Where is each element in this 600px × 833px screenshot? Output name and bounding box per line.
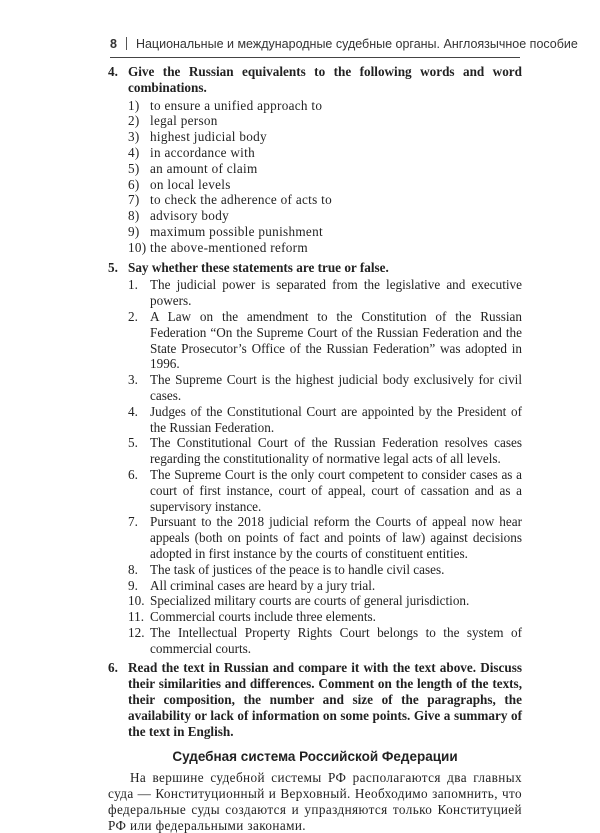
item-number: 8.	[128, 561, 138, 577]
task-instruction: Say whether these statements are true or false.	[128, 259, 389, 275]
item-text: All criminal cases are heard by a jury trial.	[150, 577, 376, 593]
item-text: The Supreme Court is the only court competent to consider cases as a court of first instance, court of appeal, court of cassation and as a supervisory instance.	[150, 466, 522, 514]
statement-item	[128, 514, 522, 561]
list-item	[128, 177, 522, 193]
task-4-heading	[108, 64, 522, 96]
item-text: in accordance with	[150, 144, 255, 160]
item-number: 6.	[128, 466, 138, 482]
item-number: 4.	[128, 403, 138, 419]
item-number: 2)	[128, 113, 140, 129]
item-number: 8)	[128, 208, 140, 224]
item-number: 11.	[128, 609, 144, 625]
task-6-heading	[108, 660, 522, 739]
running-title: Национальные и международные судебные органы. Англоязычное пособие	[135, 37, 578, 51]
statement-item	[128, 277, 522, 309]
item-number: 7.	[128, 514, 138, 530]
statement-item	[128, 309, 522, 372]
task-instruction: Give the Russian equivalents to the following words and word combinations.	[128, 64, 522, 95]
header-rule	[110, 57, 520, 58]
item-text: to ensure a unified approach to	[150, 97, 323, 113]
page-content	[108, 62, 522, 833]
item-text: Specialized military courts are courts of general jurisdiction.	[150, 593, 470, 609]
item-text: an amount of claim	[150, 160, 258, 176]
statement-item	[128, 609, 522, 625]
page-number: 8	[110, 37, 117, 51]
item-number: 7)	[128, 192, 140, 208]
list-item	[128, 129, 522, 145]
item-text: on local levels	[150, 176, 231, 192]
item-text: The task of justices of the peace is to handle civil cases.	[150, 561, 445, 577]
list-item	[128, 240, 522, 256]
item-text: Pursuant to the 2018 judicial reform the Courts of appeal now hear appeals (both on points of fact and points of law) against decisions adopted in first instance by the courts of constituent entities.	[150, 514, 522, 561]
task-4-list	[128, 98, 522, 256]
item-text: The Supreme Court is the highest judicial body exclusively for civil cases.	[150, 372, 522, 403]
list-item	[128, 161, 522, 177]
item-number: 2.	[128, 308, 138, 324]
item-number: 1)	[128, 97, 140, 113]
list-item	[128, 113, 522, 129]
task-5-list	[128, 277, 522, 656]
section-title: Судебная система Российской Федерации	[172, 749, 458, 765]
item-number: 3)	[128, 129, 140, 145]
item-number: 9)	[128, 223, 140, 239]
task-5-heading	[108, 260, 522, 276]
item-number: 5)	[128, 160, 140, 176]
item-text: The Constitutional Court of the Russian Federation resolves cases regarding the constitutionality of normative legal acts of all levels.	[150, 435, 522, 467]
item-number: 4)	[128, 144, 140, 160]
statement-item	[128, 404, 522, 436]
statement-item	[128, 372, 522, 404]
item-number: 3.	[128, 372, 138, 388]
item-number: 9.	[128, 577, 138, 593]
task-number: 4.	[108, 64, 118, 79]
list-item	[128, 192, 522, 208]
header-divider	[126, 37, 127, 50]
task-number: 5.	[108, 259, 118, 275]
list-item	[128, 224, 522, 240]
task-instruction: Read the text in Russian and compare it with the text above. Discuss their similarities and differences. Comment on the length of the texts, their composition, the number and size of the paragraphs, the availability or lack of information on some points. Give a summary of the text in English.	[128, 660, 522, 739]
item-text: The judicial power is separated from the legislative and executive powers.	[150, 277, 522, 309]
item-number: 10)	[128, 239, 147, 255]
statement-item	[128, 562, 522, 578]
item-text: maximum possible punishment	[150, 223, 323, 239]
section-paragraph: На вершине судебной системы РФ располагаются два главных суда — Конституционный и Верховный. Необходимо запомнить, что федеральные суды создаются и упраздняются только Конституцией РФ или федеральными законами.	[108, 770, 522, 833]
item-text: to check the adherence of acts to	[150, 192, 332, 208]
task-number: 6.	[108, 660, 118, 676]
item-text: legal person	[150, 113, 218, 129]
running-header	[110, 37, 578, 51]
item-number: 10.	[128, 593, 145, 609]
statement-item	[128, 593, 522, 609]
item-text: Commercial courts include three elements.	[150, 609, 376, 625]
list-item	[128, 145, 522, 161]
statement-item	[128, 467, 522, 514]
item-text: highest judicial body	[150, 129, 267, 145]
statement-item	[128, 435, 522, 467]
item-text: Judges of the Constitutional Court are appointed by the President of the Russian Federation.	[150, 403, 522, 435]
list-item	[128, 98, 522, 114]
list-item	[128, 208, 522, 224]
statement-item	[128, 625, 522, 657]
item-number: 1.	[128, 277, 138, 293]
item-text: The Intellectual Property Rights Court belongs to the system of commercial courts.	[150, 624, 522, 656]
item-text: advisory body	[150, 208, 229, 224]
item-text: A Law on the amendment to the Constitution of the Russian Federation “On the Supreme Court of the Russian Federation and the State Prosecutor’s Office of the Russian Federation” was adopted in 1996.	[150, 308, 522, 372]
item-number: 6)	[128, 176, 140, 192]
statement-item	[128, 578, 522, 594]
item-text: the above-mentioned reform	[150, 239, 308, 255]
item-number: 12.	[128, 624, 145, 640]
item-number: 5.	[128, 435, 138, 451]
